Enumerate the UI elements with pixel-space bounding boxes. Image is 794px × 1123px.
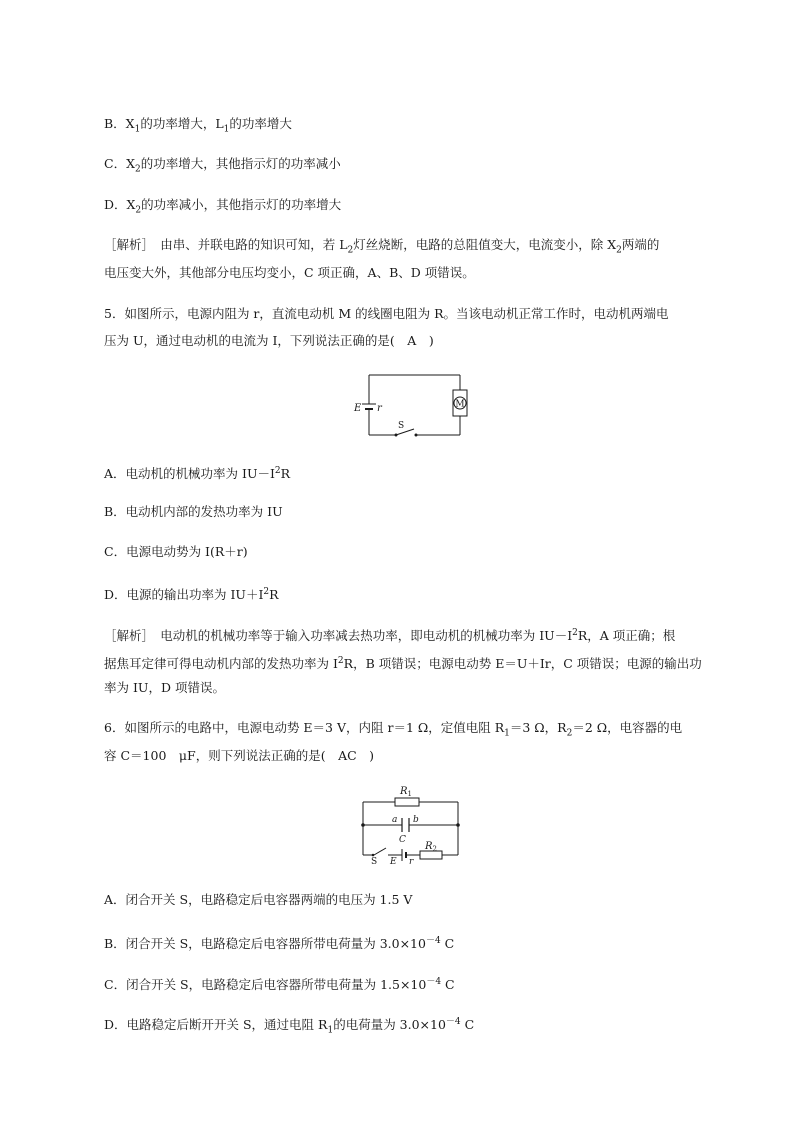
q6-switch-contact (372, 854, 375, 857)
q5-switch-label: S (398, 421, 405, 431)
q5-r-label: r (377, 403, 382, 414)
q5-analysis-line2: 据焦耳定律可得电动机内部的发热功率为 $I^2R$，B 项错误；电源电动势 E＝U＋Ir，C 项错误；电源的输出功 (104, 656, 702, 672)
q6-b-label: b (413, 815, 419, 825)
q5-switch-contact-left (395, 434, 398, 437)
q6-option-b: B．闭合开关 S，电路稳定后电容器所带电荷量为 $3.0\times 10^{-4}$ C (104, 936, 455, 952)
q5-analysis-line1: ［解析］ 电动机的机械功率等于输入功率减去热功率，即电动机的机械功率为 $IU-I^2R$，A 项正确；根 (104, 628, 676, 644)
q5-option-d: D．电源的输出功率为 $IU+I^2R$ (104, 587, 279, 603)
q4-analysis-line1: ［解析］ 由串、并联电路的知识可知，若 $L_2$灯丝烧断，电路的总阻值变大，电流变小，除 $X_2$两端的 (104, 237, 660, 256)
q6-a-label: a (392, 815, 398, 825)
q6-r2-resistor (420, 851, 442, 859)
q5-stem-line2: 压为 U，通过电动机的电流为 I，下列说法正确的是( A ) (104, 333, 434, 348)
q6-option-a: A．闭合开关 S，电路稳定后电容器两端的电压为 1.5 V (104, 892, 413, 907)
q6-r-label: r (409, 857, 414, 864)
q6-circuit-figure (354, 782, 464, 864)
q6-c-label: C (399, 835, 406, 845)
q6-switch-blade (374, 848, 386, 855)
q6-r1-label: $R_1$ (400, 786, 412, 798)
q5-circuit-figure (350, 366, 470, 438)
q4-analysis-line2: 电压变大外，其他部分电压均变小，C 项正确，A、B、D 项错误。 (104, 265, 475, 280)
q6-junction-right (456, 823, 460, 827)
q6-option-c: C．闭合开关 S，电路稳定后电容器所带电荷量为 $1.5\times 10^{-4}$ C (104, 977, 455, 993)
q6-r2-label: $R_2$ (425, 841, 437, 853)
q6-e-label: E (390, 857, 397, 864)
q6-stem-line2: 容 C＝100 μF，则下列说法正确的是( AC ) (104, 748, 375, 763)
q5-option-a: A．电动机的机械功率为 $IU-I^2R$ (104, 466, 291, 482)
q6-stem-line1: 6．如图所示的电路中，电源电动势 E＝3 V，内阻 r＝1 Ω，定值电阻 $R_1=3$ Ω，$R_2=2$ Ω，电容器的电 (104, 720, 683, 739)
q5-option-b: B．电动机内部的发热功率为 IU (104, 504, 283, 519)
q5-motor-label: M (455, 399, 465, 410)
q5-emf-label: E (354, 403, 362, 414)
q5-analysis-line3: 率为 IU，D 项错误。 (104, 680, 225, 695)
q5-option-c: C．电源电动势为 I(R＋r) (104, 544, 248, 559)
q4-option-b: B．$X_1$的功率增大，$L_1$的功率增大 (104, 116, 292, 135)
q5-switch-contact-right (415, 434, 418, 437)
q6-option-d: D．电路稳定后断开开关 S，通过电阻 $R_1$的电荷量为 $3.0\times 10^{-4}$ C (104, 1017, 475, 1036)
q6-s-label: S (371, 857, 378, 864)
q6-r1-resistor (395, 798, 419, 806)
q4-option-c: C．$X_2$的功率增大，其他指示灯的功率减小 (104, 156, 341, 175)
q6-junction-left (361, 823, 365, 827)
q4-option-d: D．$X_2$的功率减小，其他指示灯的功率增大 (104, 197, 342, 216)
q5-stem-line1: 5．如图所示，电源内阻为 r，直流电动机 M 的线圈电阻为 R。当该电动机正常工作时，电动机两端电 (104, 306, 669, 321)
